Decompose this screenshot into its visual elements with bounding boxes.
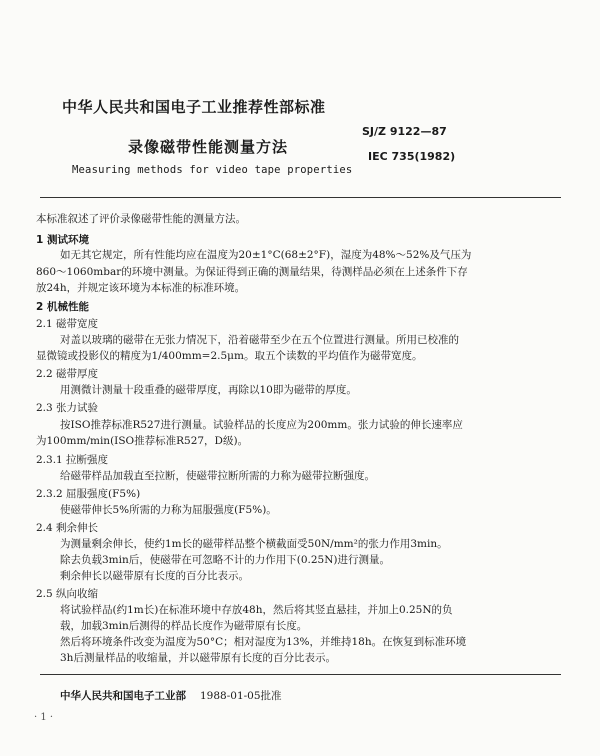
section-2-5-heading: 2.5 纵向收缩 <box>36 588 99 600</box>
section-2-5-line-3: 然后将环境条件改变为温度为50°C；相对湿度为13%，并维持18h。在恢复到标准环境 <box>60 636 467 648</box>
approval-date: 1988-01-05批准 <box>200 690 282 702</box>
section-2-5-line-1: 将试验样品(约1m长)在标准环境中存放48h，然后将其竖直悬挂，并加上0.25N的负 <box>60 604 453 616</box>
section-2-heading: 2 机械性能 <box>36 301 89 313</box>
section-2-3-1-line-1: 给磁带样品加载直至拉断，使磁带拉断所需的力称为磁带拉断强度。 <box>60 470 375 482</box>
iec-reference: IEC 735(1982) <box>368 150 456 163</box>
section-2-4-line-2: 除去负载3min后，使磁带在可忽略不计的力作用下(0.25N)进行测量。 <box>60 554 391 566</box>
section-2-1-line-2: 显微镜或投影仪的精度为1/400mm=2.5μm。取五个读数的平均值作为磁带宽度。 <box>36 350 423 362</box>
page-number: · 1 · <box>34 712 54 723</box>
document-title-english: Measuring methods for video tape properties <box>72 164 353 176</box>
document-title: 录像磁带性能测量方法 <box>128 138 289 156</box>
section-1-line-3: 放24h，并规定该环境为本标准的标准环境。 <box>36 282 246 294</box>
intro-paragraph: 本标准叙述了评价录像磁带性能的测量方法。 <box>36 213 246 225</box>
section-1-line-2: 860～1060mbar的环境中测量。为保证得到正确的测量结果，待测样品必须在上述条件下存 <box>36 266 468 278</box>
section-2-1-heading: 2.1 磁带宽度 <box>36 318 99 330</box>
section-1-line-1: 如无其它规定，所有性能均应在温度为20±1°C(68±2°F)，湿度为48%～52%及气压为 <box>60 249 472 261</box>
section-2-3-1-heading: 2.3.1 拉断强度 <box>36 454 109 466</box>
section-2-4-line-1: 为测量剩余伸长，使约1m长的磁带样品整个横截面受50N/mm²的张力作用3min。 <box>60 538 448 550</box>
section-2-3-2-line-1: 使磁带伸长5%所需的力称为屈服强度(F5%)。 <box>60 504 277 516</box>
section-2-3-line-2: 为100mm/min(ISO推荐标准R527，D级)。 <box>36 435 249 447</box>
bottom-rule <box>40 674 561 675</box>
section-2-3-heading: 2.3 张力试验 <box>36 402 99 414</box>
section-2-5-line-4: 3h后测量样品的收缩量，并以磁带原有长度的百分比表示。 <box>60 652 336 664</box>
standard-type: 中华人民共和国电子工业推荐性部标准 <box>62 98 326 116</box>
issuing-organization: 中华人民共和国电子工业部 <box>60 690 186 702</box>
section-2-4-heading: 2.4 剩余伸长 <box>36 522 99 534</box>
section-2-2-line-1: 用测微计测量十段重叠的磁带厚度，再除以10即为磁带的厚度。 <box>60 384 357 396</box>
section-2-2-heading: 2.2 磁带厚度 <box>36 368 99 380</box>
section-1-heading: 1 测试环境 <box>36 234 89 246</box>
section-2-3-2-heading: 2.3.2 屈服强度(F5%) <box>36 488 141 500</box>
section-2-3-line-1: 按ISO推荐标准R527进行测量。试验样品的长度应为200mm。张力试验的伸长速率应 <box>60 419 463 431</box>
standard-code: SJ/Z 9122—87 <box>362 125 447 138</box>
section-2-5-line-2: 载，加载3min后测得的样品长度作为磁带原有长度。 <box>60 620 308 632</box>
section-2-4-line-3: 剩余伸长以磁带原有长度的百分比表示。 <box>60 570 249 582</box>
section-2-1-line-1: 对盖以玻璃的磁带在无张力情况下，沿着磁带至少在五个位置进行测量。所用已校准的 <box>60 334 459 346</box>
top-rule <box>40 197 561 198</box>
